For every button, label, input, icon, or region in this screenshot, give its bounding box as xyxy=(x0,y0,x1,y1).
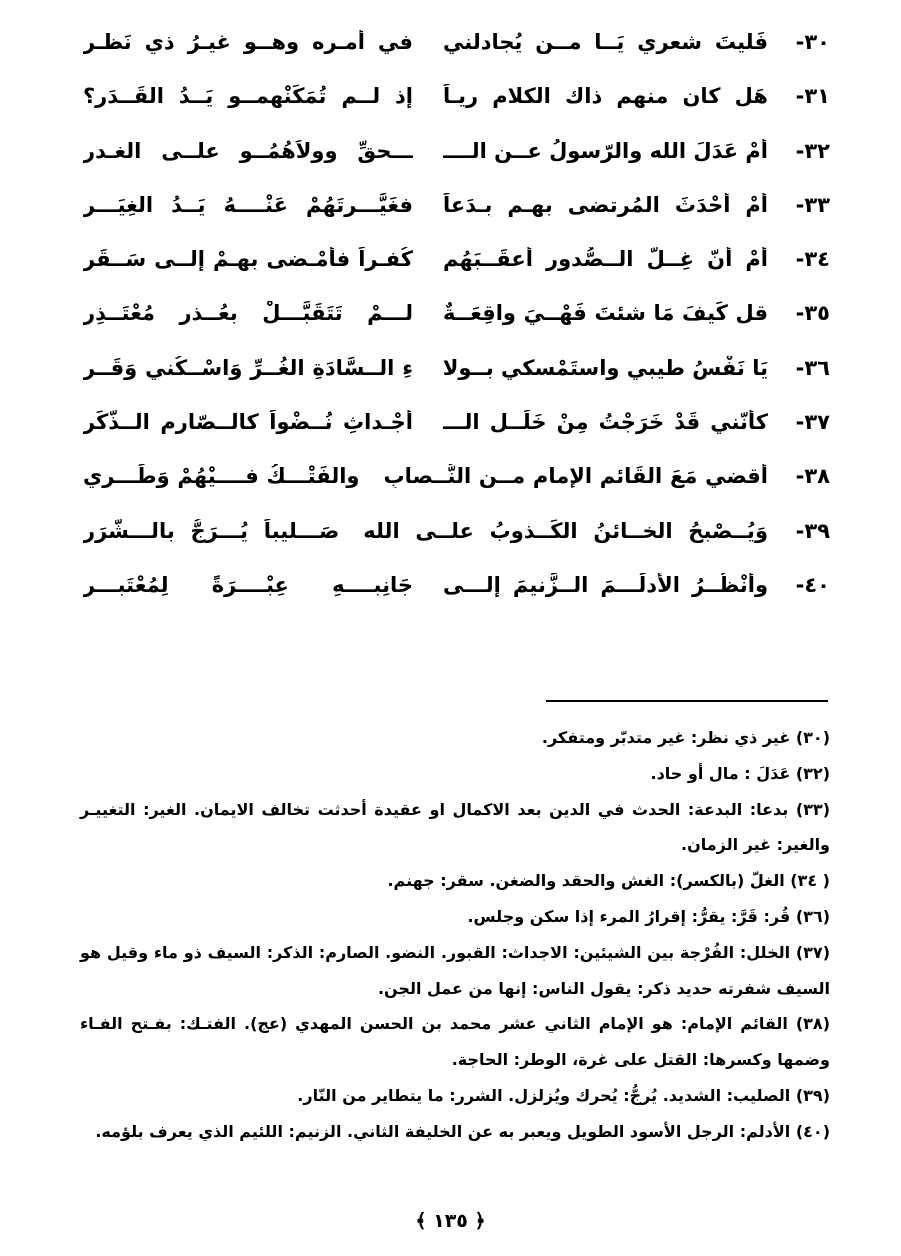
verse-second-hemistich: ـــحقِّ وولاَهُمُــو علــى الغـدرِ xyxy=(83,138,413,163)
verse-first-hemistich: يَا نَفْسُ طيبي واستَمْسكي بــولا xyxy=(443,355,768,380)
verse-first-hemistich: وأنْظُــرُ الأدلَـــمَ الــزَّنيمَ إلـــى xyxy=(443,572,768,597)
verse-part: والفَتْـــكُ فــــيْهُمْ وَطَـــرِي xyxy=(83,464,360,489)
verse-first-hemistich: هَل كان منهم ذاك الكلام ريـاً xyxy=(443,84,768,109)
verse-number: ٣٢- xyxy=(795,138,830,163)
footnotes xyxy=(80,720,830,1150)
footnote: (٣٢) عَدَلَ : مال أو حاد. xyxy=(650,763,830,783)
verse-line xyxy=(70,301,830,355)
footnote: (٣٠) غير ذي نظر: غير متدبّر ومتفكر. xyxy=(541,728,830,747)
verse-first-hemistich: كأنّني قَدْ خَرَجْتُ مِنْ خَلَــلِ الـــ xyxy=(443,410,768,435)
verse-line xyxy=(70,84,830,138)
footnote: ( ٣٤) الغلّ (بالكسر): الغش والحقد والضغن. سقر: جهنم. xyxy=(387,871,830,891)
verse-line xyxy=(70,356,830,410)
verse-number: ٣١- xyxy=(795,84,830,109)
verse-part: وَيُــصْبِحُ الخــائنُ الكَــذوبُ علــى الله xyxy=(363,518,768,543)
footnote: (٤٠) الأدلم: الرجل الأسود الطويل ويعبر به عن الخليفة الثاني. الزنيم: اللئيم الذي يعرف بلؤمه. xyxy=(95,1121,830,1141)
verse-first-hemistich: أمْ أنّ غِــلَّ الــصُّدورِ أعقَــبَهُم xyxy=(443,247,768,272)
verse-second-hemistich: إذ لــم تُمَكِّنْهمــو يَــدُ القَــدَرِ؟ xyxy=(83,84,413,109)
verse-number: ٣٤- xyxy=(795,247,830,272)
verse-line xyxy=(70,573,830,627)
verse-line xyxy=(70,247,830,301)
verse-first-hemistich: أمْ عَدَلَ الله والرّسولُ عــن الــــ xyxy=(443,138,768,163)
footnote: (٣٦) قُر: قَرَّ: يقرُّ: إقرارُ المرء إذا سكن وجلس. xyxy=(467,906,830,926)
verse-second-hemistich: فغَيَّـــرتَهُمْ عَنْــــهُ يَــدُ الغِيَـــرِ xyxy=(83,192,413,217)
verse-line xyxy=(70,193,830,247)
verse-second-hemistich: لـــمْ تَتَقَبَّـــلْ بعُــذرِ مُعْتَــذِرِ xyxy=(83,301,413,326)
verse-number: ٣٦- xyxy=(795,355,830,380)
verse-line xyxy=(70,410,830,464)
verse-second-hemistich: جَانِبِــــهِ عِبْــــرَةً لِمُعْتَبِـــرِ xyxy=(83,572,413,597)
verse-second-hemistich: أجْـداثِ نُــضْواً كالــصّارِمِ الــذَّكَرِ xyxy=(83,410,413,435)
verse-full-line xyxy=(83,464,768,488)
verse-number: ٣٣- xyxy=(795,192,830,217)
verse-first-hemistich: فَليتَ شعري يَــا مــن يُجادلني xyxy=(443,30,768,54)
verse-first-hemistich: أمْ أحْدَثَ المُرتضى بهـم بِـدَعاً xyxy=(443,192,768,217)
verse-line xyxy=(70,139,830,193)
verse-number: ٣٩- xyxy=(795,518,830,543)
verse-first-hemistich: قل كَيفَ مَا شئتَ فَهْــيَ واقِعَــةٌ xyxy=(443,301,768,326)
verse-line xyxy=(70,30,830,84)
verse-line xyxy=(70,519,830,573)
verse-part: صَـــليباً يُـــرَجُّ بالـــشَّرَرِ xyxy=(83,518,340,543)
verse-number: ٣٥- xyxy=(795,301,830,326)
verse-number: ٣٧- xyxy=(795,410,830,435)
verse-second-hemistich: كُفـراً فأمْـضى بِهِـمْ إلــى سَــقَرِ xyxy=(83,247,413,272)
verse-number: ٣٠- xyxy=(795,30,830,54)
verse-number: ٤٠- xyxy=(795,572,830,597)
footnote: (٣٧) الخلل: الفُرْجة بين الشيئين: الاجداث: القبور. النضو. الصارم: الذكر: السيف ذو ماء وقيل هو السيف شفرته حديد ذكر: يقول الناس: إنها من عمل الجن. xyxy=(80,942,830,998)
footnote-divider xyxy=(546,700,828,702)
verse-full-line xyxy=(83,519,768,543)
footnote: (٣٩) الصليب: الشديد. يُرجُّ: يُحرك ويُزلزل. الشرر: ما يتطاير من النّار. xyxy=(297,1085,830,1105)
verse-number: ٣٨- xyxy=(795,464,830,489)
footnote: (٣٨) القائم الإمام: هو الإمام الثاني عشر محمد بن الحسن المهدي (عج). الفتـك: بفـتح الفـاء وضمها وكسرها: القتل على غرة، الوطر: الحاجة. xyxy=(80,1014,830,1070)
verse-second-hemistich: ءِ الــسَّادَةِ الغُــرِّ وَاسْــكُني وَقَــرِ xyxy=(83,355,413,380)
page-number: ﴿ ١٣٥ ﴾ xyxy=(415,1210,486,1232)
footnote: (٣٣) بدعا: البدعة: الحدث في الدين بعد الاكمال او عقيدة أحدثت تخالف الايمان. الغير: التغييـر والغير: غير الزمان. xyxy=(80,799,830,855)
verse-part: أقضي مَعَ القَائمِ الإمامِ مــن النُّــصابِ xyxy=(383,464,768,489)
verse-second-hemistich: في أمـره وهــو غيـرُ ذي نَظـر xyxy=(83,30,413,54)
verse-line xyxy=(70,464,830,518)
poem-verses xyxy=(70,30,830,627)
